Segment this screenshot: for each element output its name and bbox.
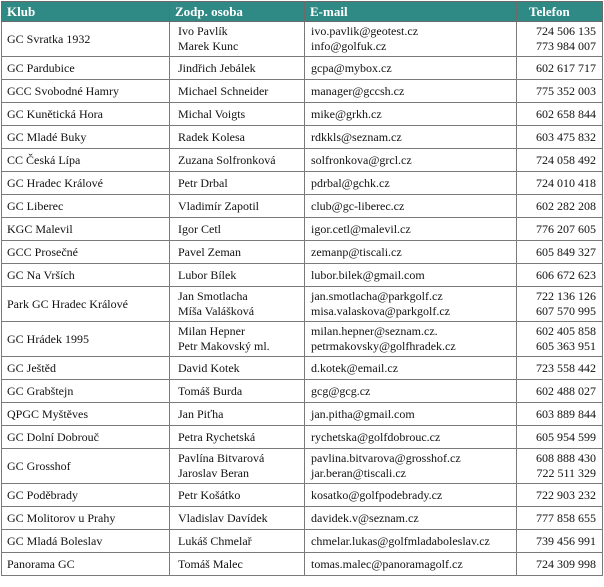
club-name: GC Grabštejn xyxy=(7,383,74,398)
table-row xyxy=(2,449,603,484)
club-cell xyxy=(2,380,170,403)
table-row xyxy=(2,126,603,149)
person-cell xyxy=(170,530,305,553)
phone-cell xyxy=(517,264,603,287)
contact-person: Marek Kunc xyxy=(178,39,239,53)
phone-cell xyxy=(517,241,603,264)
person-cell xyxy=(170,426,305,449)
contact-person: Lubor Bílek xyxy=(178,267,237,282)
club-name: GC Grosshof xyxy=(7,458,71,473)
phone-cell xyxy=(517,530,603,553)
person-cell xyxy=(170,484,305,507)
person-cell xyxy=(170,22,305,57)
person-cell xyxy=(170,241,305,264)
email-cell xyxy=(305,218,517,241)
person-cell xyxy=(170,287,305,322)
table-row xyxy=(2,530,603,553)
email-cell xyxy=(305,403,517,426)
email-cell xyxy=(305,322,517,357)
contact-email: ivo.pavlik@geotest.cz xyxy=(311,24,419,38)
contact-email: club@gc-liberec.cz xyxy=(311,198,405,213)
phone-cell xyxy=(517,57,603,80)
email-cell xyxy=(305,22,517,57)
table-row xyxy=(2,287,603,322)
person-cell xyxy=(170,357,305,380)
club-name: GC Liberec xyxy=(7,198,64,213)
header-person: Zodp. osoba xyxy=(170,2,305,22)
club-cell xyxy=(2,241,170,264)
table-row xyxy=(2,103,603,126)
club-name: GC Hrádek 1995 xyxy=(7,331,89,346)
contact-email: info@golfuk.cz xyxy=(311,39,387,53)
club-name: GC Na Vrších xyxy=(7,267,75,282)
phone-cell xyxy=(517,426,603,449)
contact-person: Ivo Pavlík xyxy=(178,24,228,38)
table-row xyxy=(2,380,603,403)
table-row xyxy=(2,57,603,80)
phone-cell xyxy=(517,126,603,149)
club-name: KGC Malevil xyxy=(7,221,73,236)
contact-person: Jindřich Jebálek xyxy=(178,60,256,75)
contact-person: Jan Piťha xyxy=(178,406,224,421)
phone-cell xyxy=(517,380,603,403)
club-name: GC Poděbrady xyxy=(7,487,78,502)
email-cell xyxy=(305,357,517,380)
person-cell xyxy=(170,264,305,287)
contact-phone: 602 282 208 xyxy=(536,198,596,213)
club-cell xyxy=(2,322,170,357)
table-row xyxy=(2,403,603,426)
contact-email: mike@grkh.cz xyxy=(311,106,382,121)
header-row xyxy=(2,2,603,22)
person-cell xyxy=(170,172,305,195)
contact-person: Michal Voigts xyxy=(178,106,246,121)
table-row xyxy=(2,507,603,530)
contact-email: milan.hepner@seznam.cz. xyxy=(311,324,438,338)
table-row xyxy=(2,195,603,218)
contact-email: gcpa@mybox.cz xyxy=(311,60,392,75)
email-cell xyxy=(305,484,517,507)
phone-cell xyxy=(517,484,603,507)
contact-email: d.kotek@email.cz xyxy=(311,360,399,375)
club-name: QPGC Myštěves xyxy=(7,406,89,421)
contact-phone: 773 984 007 xyxy=(536,39,596,53)
table-row xyxy=(2,22,603,57)
email-cell xyxy=(305,241,517,264)
contact-phone: 724 309 998 xyxy=(536,556,596,571)
person-cell xyxy=(170,507,305,530)
contact-phone: 722 511 329 xyxy=(536,466,596,480)
contact-email: misa.valaskova@parkgolf.cz xyxy=(311,304,451,318)
table-row xyxy=(2,553,603,576)
contact-phone: 724 010 418 xyxy=(536,175,596,190)
contact-email: davidek.v@seznam.cz xyxy=(311,510,419,525)
club-name: GCC Svobodné Hamry xyxy=(7,83,119,98)
contact-email: pdrbal@gchk.cz xyxy=(311,175,390,190)
club-cell xyxy=(2,530,170,553)
phone-cell xyxy=(517,80,603,103)
contact-person: Petra Rychetská xyxy=(178,429,256,444)
club-cell xyxy=(2,403,170,426)
club-name: Park GC Hradec Králové xyxy=(7,296,128,311)
person-cell xyxy=(170,57,305,80)
contact-person: Igor Cetl xyxy=(178,221,221,236)
club-name: GC Hradec Králové xyxy=(7,175,103,190)
contact-email: gcg@gcg.cz xyxy=(311,383,371,398)
phone-cell xyxy=(517,322,603,357)
email-cell xyxy=(305,264,517,287)
person-cell xyxy=(170,126,305,149)
contact-person: Pavlína Bitvarová xyxy=(178,451,265,465)
email-cell xyxy=(305,172,517,195)
contact-email: chmelar.lukas@golfmladaboleslav.cz xyxy=(311,533,490,548)
person-cell xyxy=(170,553,305,576)
contact-email: igor.cetl@malevil.cz xyxy=(311,221,411,236)
contact-phone: 723 558 442 xyxy=(536,360,596,375)
phone-cell xyxy=(517,149,603,172)
contact-phone: 602 405 858 xyxy=(536,324,596,338)
phone-cell xyxy=(517,553,603,576)
email-cell xyxy=(305,57,517,80)
contact-email: kosatko@golfpodebrady.cz xyxy=(311,487,443,502)
person-cell xyxy=(170,380,305,403)
club-cell xyxy=(2,22,170,57)
contact-email: jar.beran@tiscali.cz xyxy=(311,466,407,480)
person-cell xyxy=(170,218,305,241)
club-name: CC Česká Lípa xyxy=(7,152,81,167)
club-cell xyxy=(2,80,170,103)
contact-email: rychetska@golfdobrouc.cz xyxy=(311,429,441,444)
table-row xyxy=(2,484,603,507)
contact-person: Michael Schneider xyxy=(178,83,269,98)
contact-email: jan.pitha@gmail.com xyxy=(311,406,415,421)
contact-person: Petr Košátko xyxy=(178,487,241,502)
header-phone: Telefon xyxy=(517,2,603,22)
club-cell xyxy=(2,357,170,380)
email-cell xyxy=(305,103,517,126)
club-name: GC Mladé Buky xyxy=(7,129,87,144)
phone-cell xyxy=(517,403,603,426)
email-cell xyxy=(305,126,517,149)
table-row xyxy=(2,80,603,103)
contact-person: Tomáš Burda xyxy=(178,383,243,398)
email-cell xyxy=(305,287,517,322)
header-email: E-mail xyxy=(305,2,517,22)
contact-phone: 603 475 832 xyxy=(536,129,596,144)
contact-phone: 605 954 599 xyxy=(536,429,596,444)
contact-phone: 602 617 717 xyxy=(536,60,596,75)
contact-person: Jan Smotlacha xyxy=(178,289,248,303)
table-row xyxy=(2,241,603,264)
contact-phone: 776 207 605 xyxy=(536,221,596,236)
club-cell xyxy=(2,507,170,530)
phone-cell xyxy=(517,195,603,218)
contact-phone: 775 352 003 xyxy=(536,83,596,98)
contact-person: Milan Hepner xyxy=(178,324,245,338)
contact-email: solfronkova@grcl.cz xyxy=(311,152,412,167)
contact-email: rdkkls@seznam.cz xyxy=(311,129,402,144)
club-cell xyxy=(2,57,170,80)
contact-phone: 724 058 492 xyxy=(536,152,596,167)
club-cell xyxy=(2,426,170,449)
email-cell xyxy=(305,507,517,530)
contact-phone: 608 888 430 xyxy=(536,451,596,465)
table-row xyxy=(2,149,603,172)
person-cell xyxy=(170,80,305,103)
phone-cell xyxy=(517,218,603,241)
contact-email: pavlina.bitvarova@grosshof.cz xyxy=(311,451,461,465)
club-cell xyxy=(2,484,170,507)
contact-phone: 722 903 232 xyxy=(536,487,596,502)
contact-phone: 605 849 327 xyxy=(536,244,596,259)
person-cell xyxy=(170,403,305,426)
table-body xyxy=(2,22,603,576)
contact-phone: 602 488 027 xyxy=(536,383,596,398)
phone-cell xyxy=(517,22,603,57)
club-cell xyxy=(2,264,170,287)
contact-person: Jaroslav Beran xyxy=(178,466,249,480)
email-cell xyxy=(305,530,517,553)
club-name: GC Ještěd xyxy=(7,360,56,375)
phone-cell xyxy=(517,357,603,380)
contact-person: Tomáš Malec xyxy=(178,556,243,571)
golf-club-contacts xyxy=(1,1,602,586)
club-name: GC Mladá Boleslav xyxy=(7,533,103,548)
contact-person: Vladislav Davídek xyxy=(178,510,268,525)
club-cell xyxy=(2,449,170,484)
contact-person: Petr Makovský ml. xyxy=(178,339,270,353)
person-cell xyxy=(170,149,305,172)
club-name: GC Molitorov u Prahy xyxy=(7,510,116,525)
phone-cell xyxy=(517,287,603,322)
phone-cell xyxy=(517,507,603,530)
person-cell xyxy=(170,103,305,126)
email-cell xyxy=(305,149,517,172)
table-row xyxy=(2,357,603,380)
club-cell xyxy=(2,149,170,172)
contact-phone: 607 570 995 xyxy=(536,304,596,318)
club-name: GC Kunětická Hora xyxy=(7,106,103,121)
table-row xyxy=(2,322,603,357)
person-cell xyxy=(170,449,305,484)
contact-phone: 605 363 951 xyxy=(536,339,596,353)
email-cell xyxy=(305,449,517,484)
contact-phone: 777 858 655 xyxy=(536,510,596,525)
club-name: Panorama GC xyxy=(7,556,75,571)
contact-email: petrmakovsky@golfhradek.cz xyxy=(311,339,456,353)
club-name: GCC Prosečné xyxy=(7,244,78,259)
club-cell xyxy=(2,195,170,218)
club-name: GC Svratka 1932 xyxy=(7,31,91,46)
table-row xyxy=(2,172,603,195)
contact-email: manager@gccsh.cz xyxy=(311,83,405,98)
contact-email: jan.smotlacha@parkgolf.cz xyxy=(311,289,443,303)
email-cell xyxy=(305,80,517,103)
contact-person: Petr Drbal xyxy=(178,175,228,190)
club-name: GC Dolní Dobrouč xyxy=(7,429,99,444)
contact-email: zemanp@tiscali.cz xyxy=(311,244,402,259)
header-club: Klub xyxy=(2,2,170,22)
table-row xyxy=(2,264,603,287)
contact-phone: 602 658 844 xyxy=(536,106,596,121)
contact-person: Zuzana Solfronková xyxy=(178,152,276,167)
phone-cell xyxy=(517,449,603,484)
contact-email: lubor.bilek@gmail.com xyxy=(311,267,425,282)
club-cell xyxy=(2,126,170,149)
contacts-table xyxy=(1,1,603,576)
contact-person: Vladimír Zapotil xyxy=(178,198,259,213)
club-cell xyxy=(2,553,170,576)
contact-phone: 722 136 126 xyxy=(536,289,596,303)
contact-phone: 603 889 844 xyxy=(536,406,596,421)
person-cell xyxy=(170,322,305,357)
email-cell xyxy=(305,553,517,576)
contact-person: Pavel Zeman xyxy=(178,244,241,259)
phone-cell xyxy=(517,103,603,126)
club-name: GC Pardubice xyxy=(7,60,75,75)
email-cell xyxy=(305,380,517,403)
email-cell xyxy=(305,195,517,218)
club-cell xyxy=(2,287,170,322)
table-row xyxy=(2,426,603,449)
contact-person: Míša Valášková xyxy=(178,304,255,318)
contact-phone: 724 506 135 xyxy=(536,24,596,38)
contact-person: Radek Kolesa xyxy=(178,129,245,144)
contact-email: tomas.malec@panoramagolf.cz xyxy=(311,556,463,571)
contact-phone: 739 456 991 xyxy=(536,533,596,548)
club-cell xyxy=(2,103,170,126)
club-cell xyxy=(2,218,170,241)
email-cell xyxy=(305,426,517,449)
phone-cell xyxy=(517,172,603,195)
contact-phone: 606 672 623 xyxy=(536,267,596,282)
contact-person: Lukáš Chmelař xyxy=(178,533,252,548)
club-cell xyxy=(2,172,170,195)
person-cell xyxy=(170,195,305,218)
table-row xyxy=(2,218,603,241)
contact-person: David Kotek xyxy=(178,360,240,375)
